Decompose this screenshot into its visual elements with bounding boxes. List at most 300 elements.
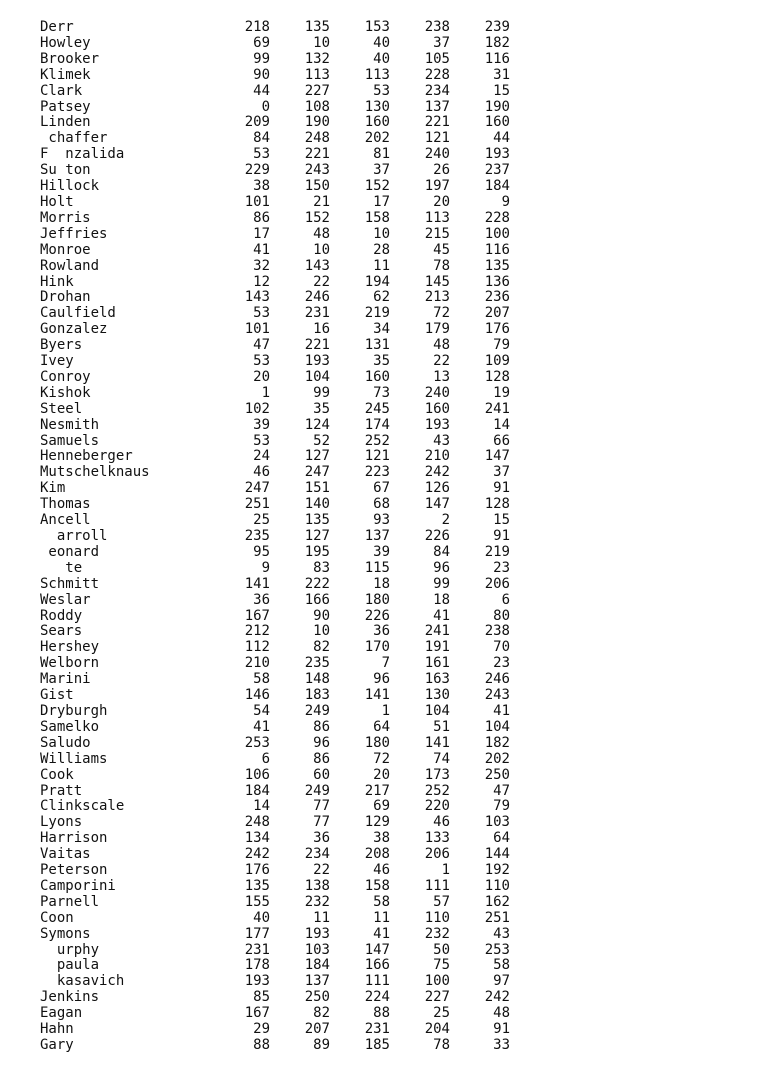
row-value-col-1: 32 xyxy=(253,257,270,274)
table-row xyxy=(40,704,510,720)
row-value-col-5: 182 xyxy=(484,34,510,51)
row-value-col-3: 147 xyxy=(364,941,390,958)
row-value-col-4: 234 xyxy=(424,82,450,99)
row-name: Welborn xyxy=(40,655,100,672)
row-value-col-4: 242 xyxy=(424,464,450,481)
row-value-col-3: 73 xyxy=(373,384,390,401)
row-name: Brooker xyxy=(40,50,100,67)
row-name: Byers xyxy=(40,337,83,354)
row-value-col-3: 10 xyxy=(373,225,390,242)
row-value-col-4: 228 xyxy=(424,66,450,83)
row-value-col-1: 0 xyxy=(261,98,270,115)
row-value-col-4: 96 xyxy=(433,559,450,576)
row-value-col-1: 9 xyxy=(261,559,270,576)
table-row xyxy=(40,990,510,1006)
row-value-col-4: 197 xyxy=(424,178,450,195)
row-value-col-3: 252 xyxy=(364,432,390,449)
table-row xyxy=(40,656,510,672)
row-value-col-2: 138 xyxy=(304,877,330,894)
row-value-col-1: 102 xyxy=(244,400,270,417)
table-row xyxy=(40,577,510,593)
row-name: Gist xyxy=(40,687,74,704)
row-value-col-1: 184 xyxy=(244,782,270,799)
row-value-col-5: 176 xyxy=(484,321,510,338)
row-value-col-3: 93 xyxy=(373,512,390,529)
row-name: Harrison xyxy=(40,830,108,847)
row-value-col-5: 43 xyxy=(493,925,510,942)
row-value-col-1: 46 xyxy=(253,464,270,481)
row-value-col-4: 75 xyxy=(433,957,450,974)
row-value-col-5: 15 xyxy=(493,82,510,99)
row-value-col-5: 100 xyxy=(484,225,510,242)
table-row xyxy=(40,784,510,800)
table-row xyxy=(40,338,510,354)
row-value-col-4: 18 xyxy=(433,591,450,608)
row-value-col-3: 158 xyxy=(364,209,390,226)
row-name: Saludo xyxy=(40,734,91,751)
row-name: te xyxy=(40,559,83,576)
row-value-col-2: 52 xyxy=(313,432,330,449)
row-name: Caulfield xyxy=(40,305,116,322)
row-value-col-1: 178 xyxy=(244,957,270,974)
row-value-col-5: 31 xyxy=(493,66,510,83)
row-value-col-5: 41 xyxy=(493,702,510,719)
row-name: Derr xyxy=(40,19,74,35)
table-row xyxy=(40,275,510,291)
row-value-col-2: 36 xyxy=(313,830,330,847)
row-value-col-5: 243 xyxy=(484,687,510,704)
row-value-col-2: 10 xyxy=(313,623,330,640)
row-value-col-1: 247 xyxy=(244,480,270,497)
row-name: Henneberger xyxy=(40,448,133,465)
row-name: Howley xyxy=(40,34,91,51)
row-value-col-2: 248 xyxy=(304,130,330,147)
row-value-col-1: 25 xyxy=(253,512,270,529)
row-value-col-3: 53 xyxy=(373,82,390,99)
row-value-col-4: 147 xyxy=(424,496,450,513)
row-value-col-2: 137 xyxy=(304,973,330,990)
row-value-col-2: 113 xyxy=(304,66,330,83)
row-value-col-3: 153 xyxy=(364,19,390,35)
row-value-col-3: 141 xyxy=(364,687,390,704)
row-value-col-5: 37 xyxy=(493,464,510,481)
row-value-col-1: 218 xyxy=(244,19,270,35)
row-value-col-5: 228 xyxy=(484,209,510,226)
row-value-col-5: 14 xyxy=(493,416,510,433)
table-row xyxy=(40,879,510,895)
row-value-col-4: 1 xyxy=(441,862,450,879)
row-value-col-2: 151 xyxy=(304,480,330,497)
row-name: Coon xyxy=(40,909,74,926)
row-value-col-4: 161 xyxy=(424,655,450,672)
row-value-col-3: 160 xyxy=(364,114,390,131)
table-row xyxy=(40,1006,510,1022)
row-value-col-1: 54 xyxy=(253,702,270,719)
row-value-col-2: 96 xyxy=(313,734,330,751)
row-value-col-1: 38 xyxy=(253,178,270,195)
row-name: Marini xyxy=(40,671,91,688)
row-value-col-5: 128 xyxy=(484,496,510,513)
row-value-col-1: 229 xyxy=(244,162,270,179)
table-row xyxy=(40,847,510,863)
row-value-col-3: 202 xyxy=(364,130,390,147)
row-name: Steel xyxy=(40,400,83,417)
row-value-col-1: 69 xyxy=(253,34,270,51)
row-value-col-5: 190 xyxy=(484,98,510,115)
row-value-col-4: 45 xyxy=(433,241,450,258)
row-value-col-2: 86 xyxy=(313,718,330,735)
table-row xyxy=(40,100,510,116)
row-value-col-2: 207 xyxy=(304,1021,330,1038)
row-value-col-2: 166 xyxy=(304,591,330,608)
row-value-col-1: 44 xyxy=(253,82,270,99)
row-value-col-2: 48 xyxy=(313,225,330,242)
row-value-col-4: 213 xyxy=(424,289,450,306)
table-row xyxy=(40,497,510,513)
row-value-col-5: 238 xyxy=(484,623,510,640)
row-value-col-1: 235 xyxy=(244,528,270,544)
row-value-col-4: 72 xyxy=(433,305,450,322)
row-value-col-2: 104 xyxy=(304,368,330,385)
row-value-col-5: 192 xyxy=(484,862,510,879)
row-value-col-2: 108 xyxy=(304,98,330,115)
table-row xyxy=(40,227,510,243)
row-value-col-5: 109 xyxy=(484,353,510,370)
row-value-col-5: 160 xyxy=(484,114,510,131)
table-body xyxy=(40,20,510,1054)
row-name: Klimek xyxy=(40,66,91,83)
row-value-col-1: 146 xyxy=(244,687,270,704)
table-row xyxy=(40,434,510,450)
row-value-col-4: 43 xyxy=(433,432,450,449)
row-value-col-2: 127 xyxy=(304,448,330,465)
row-value-col-2: 35 xyxy=(313,400,330,417)
row-value-col-3: 208 xyxy=(364,846,390,863)
table-row xyxy=(40,609,510,625)
row-value-col-1: 36 xyxy=(253,591,270,608)
row-value-col-2: 143 xyxy=(304,257,330,274)
row-value-col-5: 184 xyxy=(484,178,510,195)
row-value-col-5: 207 xyxy=(484,305,510,322)
row-name: Kim xyxy=(40,480,66,497)
row-name: Roddy xyxy=(40,607,83,624)
table-row xyxy=(40,895,510,911)
row-value-col-4: 173 xyxy=(424,766,450,783)
row-value-col-2: 221 xyxy=(304,337,330,354)
row-value-col-1: 134 xyxy=(244,830,270,847)
row-value-col-4: 238 xyxy=(424,19,450,35)
row-value-col-3: 113 xyxy=(364,66,390,83)
row-value-col-1: 143 xyxy=(244,289,270,306)
row-value-col-2: 22 xyxy=(313,862,330,879)
row-value-col-5: 19 xyxy=(493,384,510,401)
row-value-col-5: 182 xyxy=(484,734,510,751)
row-name: Holt xyxy=(40,193,74,210)
row-value-col-2: 195 xyxy=(304,543,330,560)
row-value-col-5: 70 xyxy=(493,639,510,656)
row-value-col-5: 80 xyxy=(493,607,510,624)
row-value-col-3: 1 xyxy=(381,702,390,719)
row-value-col-3: 67 xyxy=(373,480,390,497)
table-row xyxy=(40,418,510,434)
row-value-col-3: 69 xyxy=(373,798,390,815)
row-value-col-3: 58 xyxy=(373,893,390,910)
table-row xyxy=(40,688,510,704)
table-row xyxy=(40,290,510,306)
row-value-col-3: 111 xyxy=(364,973,390,990)
row-value-col-4: 57 xyxy=(433,893,450,910)
table-row xyxy=(40,68,510,84)
row-name: Parnell xyxy=(40,893,100,910)
row-value-col-4: 210 xyxy=(424,448,450,465)
row-value-col-3: 158 xyxy=(364,877,390,894)
row-name: Conroy xyxy=(40,368,91,385)
table-row xyxy=(40,306,510,322)
row-value-col-5: 237 xyxy=(484,162,510,179)
row-name: Su ton xyxy=(40,162,91,179)
row-value-col-1: 6 xyxy=(261,750,270,767)
row-value-col-5: 91 xyxy=(493,1021,510,1038)
row-value-col-5: 58 xyxy=(493,957,510,974)
table-row xyxy=(40,815,510,831)
row-value-col-4: 113 xyxy=(424,209,450,226)
row-name: Weslar xyxy=(40,591,91,608)
row-name: kasavich xyxy=(40,973,125,990)
row-value-col-2: 184 xyxy=(304,957,330,974)
row-value-col-5: 253 xyxy=(484,941,510,958)
row-value-col-2: 127 xyxy=(304,528,330,544)
row-value-col-3: 130 xyxy=(364,98,390,115)
table-row xyxy=(40,20,510,36)
row-value-col-2: 99 xyxy=(313,384,330,401)
row-value-col-2: 82 xyxy=(313,1005,330,1022)
row-value-col-5: 250 xyxy=(484,766,510,783)
row-name: urphy xyxy=(40,941,100,958)
row-value-col-1: 193 xyxy=(244,973,270,990)
row-value-col-4: 221 xyxy=(424,114,450,131)
row-value-col-3: 223 xyxy=(364,464,390,481)
row-value-col-5: 144 xyxy=(484,846,510,863)
row-value-col-2: 140 xyxy=(304,496,330,513)
table-row xyxy=(40,545,510,561)
row-value-col-2: 60 xyxy=(313,766,330,783)
row-value-col-1: 99 xyxy=(253,50,270,67)
row-value-col-1: 101 xyxy=(244,321,270,338)
table-row xyxy=(40,465,510,481)
row-value-col-5: 242 xyxy=(484,989,510,1006)
row-value-col-1: 90 xyxy=(253,66,270,83)
row-value-col-4: 13 xyxy=(433,368,450,385)
row-value-col-3: 137 xyxy=(364,528,390,544)
row-value-col-5: 64 xyxy=(493,830,510,847)
row-value-col-3: 245 xyxy=(364,400,390,417)
row-value-col-1: 167 xyxy=(244,1005,270,1022)
table-row xyxy=(40,529,510,545)
row-value-col-3: 40 xyxy=(373,50,390,67)
row-value-col-5: 79 xyxy=(493,798,510,815)
row-value-col-4: 130 xyxy=(424,687,450,704)
table-row xyxy=(40,115,510,131)
row-name: Lyons xyxy=(40,814,83,831)
row-value-col-3: 46 xyxy=(373,862,390,879)
row-value-col-4: 26 xyxy=(433,162,450,179)
row-name: Camporini xyxy=(40,877,116,894)
row-value-col-4: 105 xyxy=(424,50,450,67)
row-value-col-5: 202 xyxy=(484,750,510,767)
row-value-col-3: 129 xyxy=(364,814,390,831)
row-name: Hahn xyxy=(40,1021,74,1038)
row-value-col-3: 40 xyxy=(373,34,390,51)
row-value-col-1: 17 xyxy=(253,225,270,242)
row-value-col-2: 193 xyxy=(304,925,330,942)
row-value-col-4: 206 xyxy=(424,846,450,863)
row-name: Morris xyxy=(40,209,91,226)
row-value-col-1: 141 xyxy=(244,575,270,592)
row-value-col-1: 167 xyxy=(244,607,270,624)
table-row xyxy=(40,354,510,370)
row-value-col-2: 222 xyxy=(304,575,330,592)
row-value-col-5: 15 xyxy=(493,512,510,529)
row-value-col-1: 86 xyxy=(253,209,270,226)
row-name: Thomas xyxy=(40,496,91,513)
row-value-col-1: 58 xyxy=(253,671,270,688)
row-value-col-3: 131 xyxy=(364,337,390,354)
row-name: Clark xyxy=(40,82,83,99)
row-value-col-4: 20 xyxy=(433,193,450,210)
row-name: Peterson xyxy=(40,862,108,879)
row-value-col-5: 79 xyxy=(493,337,510,354)
row-value-col-3: 185 xyxy=(364,1037,390,1053)
row-value-col-1: 112 xyxy=(244,639,270,656)
row-value-col-4: 37 xyxy=(433,34,450,51)
row-name: Jenkins xyxy=(40,989,100,1006)
row-value-col-2: 234 xyxy=(304,846,330,863)
table-row xyxy=(40,974,510,990)
row-value-col-5: 239 xyxy=(484,19,510,35)
row-value-col-4: 240 xyxy=(424,384,450,401)
row-name: Hershey xyxy=(40,639,100,656)
row-value-col-5: 241 xyxy=(484,400,510,417)
row-value-col-3: 36 xyxy=(373,623,390,640)
table-row xyxy=(40,911,510,927)
row-name: Gary xyxy=(40,1037,74,1053)
row-value-col-2: 10 xyxy=(313,34,330,51)
row-value-col-2: 221 xyxy=(304,146,330,163)
table-row xyxy=(40,799,510,815)
row-value-col-3: 37 xyxy=(373,162,390,179)
row-value-col-3: 174 xyxy=(364,416,390,433)
table-row xyxy=(40,863,510,879)
row-value-col-4: 99 xyxy=(433,575,450,592)
row-value-col-2: 135 xyxy=(304,512,330,529)
row-value-col-5: 103 xyxy=(484,814,510,831)
table-row xyxy=(40,958,510,974)
row-value-col-4: 111 xyxy=(424,877,450,894)
row-value-col-2: 183 xyxy=(304,687,330,704)
row-value-col-4: 252 xyxy=(424,782,450,799)
row-value-col-2: 22 xyxy=(313,273,330,290)
table-row xyxy=(40,84,510,100)
row-value-col-1: 84 xyxy=(253,130,270,147)
row-value-col-5: 116 xyxy=(484,241,510,258)
row-value-col-4: 227 xyxy=(424,989,450,1006)
row-value-col-3: 39 xyxy=(373,543,390,560)
row-value-col-5: 104 xyxy=(484,718,510,735)
row-name: F nzalida xyxy=(40,146,125,163)
row-name: Pratt xyxy=(40,782,83,799)
row-name: Eagan xyxy=(40,1005,83,1022)
row-value-col-1: 20 xyxy=(253,368,270,385)
row-value-col-3: 160 xyxy=(364,368,390,385)
row-value-col-5: 6 xyxy=(501,591,510,608)
row-value-col-4: 2 xyxy=(441,512,450,529)
row-value-col-5: 44 xyxy=(493,130,510,147)
row-name: Dryburgh xyxy=(40,702,108,719)
row-value-col-2: 231 xyxy=(304,305,330,322)
row-value-col-2: 150 xyxy=(304,178,330,195)
row-name: eonard xyxy=(40,543,100,560)
table-row xyxy=(40,36,510,52)
table-row xyxy=(40,179,510,195)
row-name: Jeffries xyxy=(40,225,108,242)
row-value-col-5: 135 xyxy=(484,257,510,274)
row-name: Vaitas xyxy=(40,846,91,863)
row-value-col-1: 41 xyxy=(253,241,270,258)
row-value-col-1: 24 xyxy=(253,448,270,465)
row-value-col-4: 160 xyxy=(424,400,450,417)
row-value-col-3: 219 xyxy=(364,305,390,322)
row-value-col-2: 10 xyxy=(313,241,330,258)
row-value-col-3: 41 xyxy=(373,925,390,942)
row-value-col-1: 106 xyxy=(244,766,270,783)
row-value-col-4: 51 xyxy=(433,718,450,735)
row-value-col-2: 86 xyxy=(313,750,330,767)
row-value-col-2: 90 xyxy=(313,607,330,624)
row-name: Mutschelknaus xyxy=(40,464,150,481)
row-value-col-1: 95 xyxy=(253,543,270,560)
row-value-col-2: 243 xyxy=(304,162,330,179)
table-row xyxy=(40,831,510,847)
row-name: Ivey xyxy=(40,353,74,370)
row-value-col-5: 136 xyxy=(484,273,510,290)
row-value-col-3: 226 xyxy=(364,607,390,624)
row-value-col-5: 33 xyxy=(493,1037,510,1053)
row-value-col-4: 121 xyxy=(424,130,450,147)
row-name: Samuels xyxy=(40,432,100,449)
row-value-col-4: 78 xyxy=(433,1037,450,1053)
row-value-col-3: 180 xyxy=(364,734,390,751)
row-value-col-4: 133 xyxy=(424,830,450,847)
row-value-col-5: 193 xyxy=(484,146,510,163)
table-row xyxy=(40,52,510,68)
table-row xyxy=(40,195,510,211)
table-row xyxy=(40,163,510,179)
row-value-col-4: 50 xyxy=(433,941,450,958)
row-value-col-5: 147 xyxy=(484,448,510,465)
row-value-col-3: 11 xyxy=(373,909,390,926)
row-name: Symons xyxy=(40,925,91,942)
table-row xyxy=(40,752,510,768)
row-value-col-2: 250 xyxy=(304,989,330,1006)
table-row xyxy=(40,593,510,609)
row-value-col-4: 145 xyxy=(424,273,450,290)
table-row xyxy=(40,322,510,338)
row-value-col-3: 166 xyxy=(364,957,390,974)
row-name: Drohan xyxy=(40,289,91,306)
table-row xyxy=(40,131,510,147)
table-row xyxy=(40,386,510,402)
row-value-col-3: 68 xyxy=(373,496,390,513)
